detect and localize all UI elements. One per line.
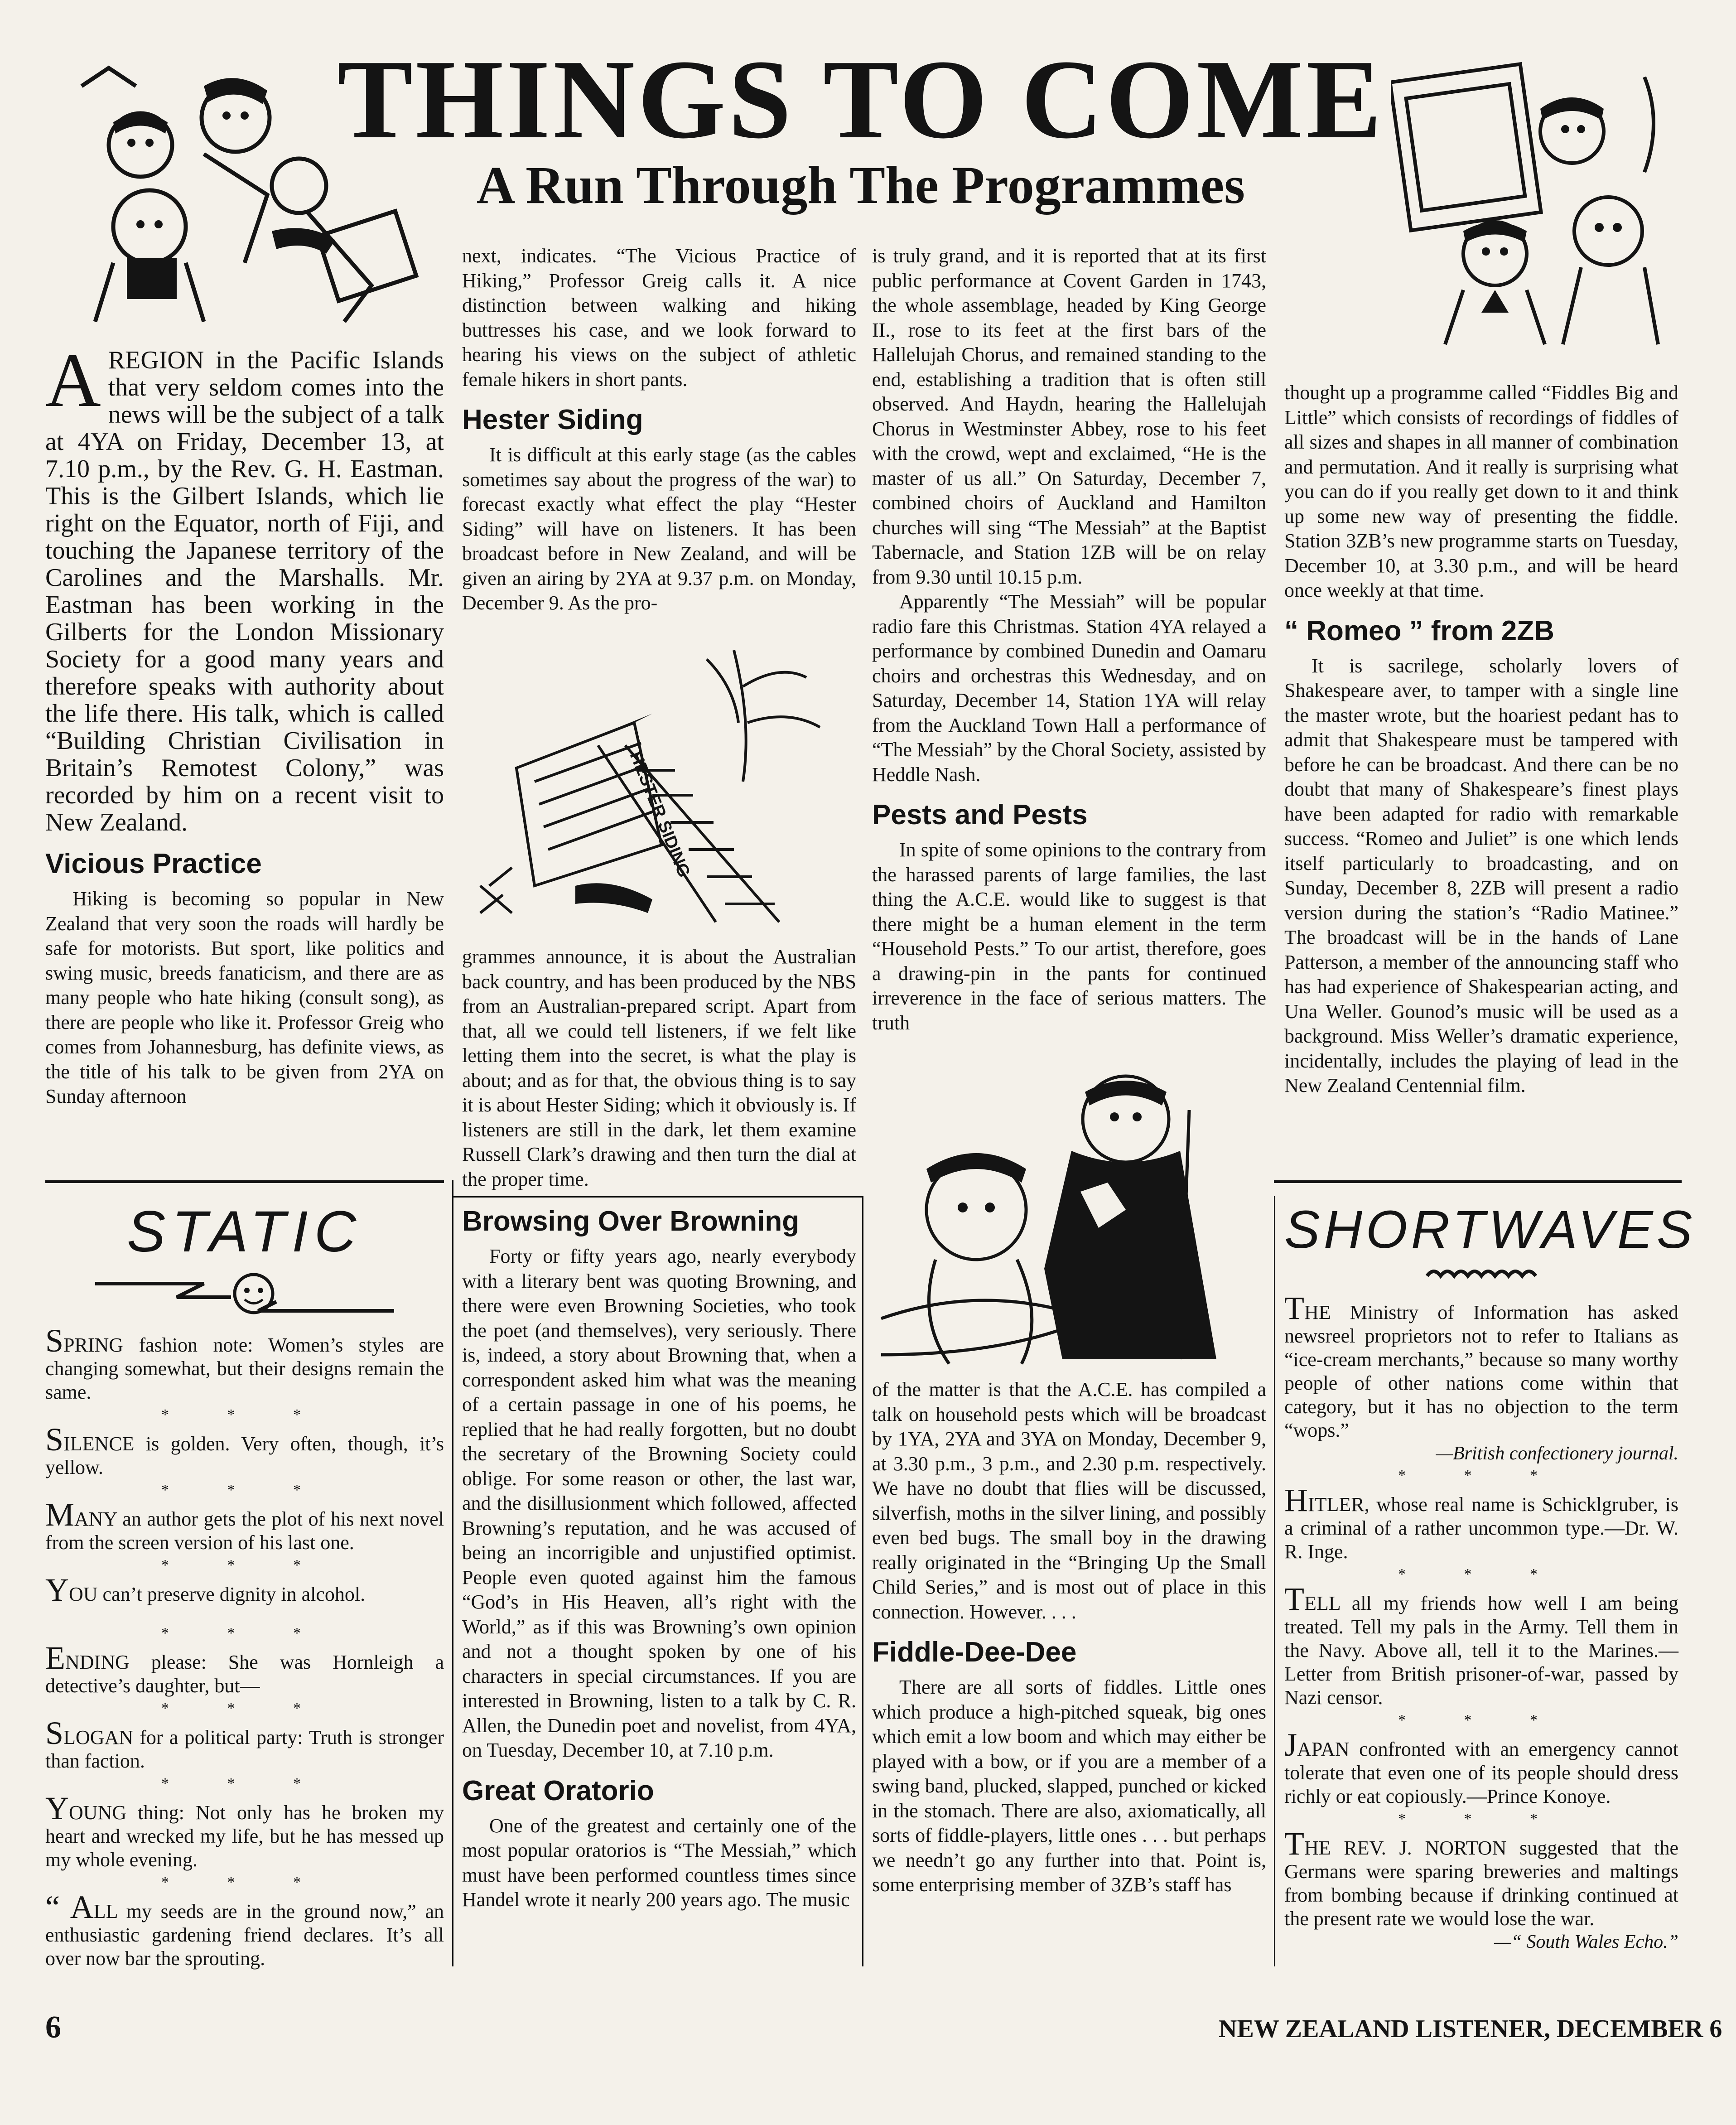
oratorio-text: One of the greatest and certainly one of the most popular oratorios is “The Messiah,” which must have been performed countless times since Handel wrote it nearly 200 years ago. The music [462,1814,856,1911]
vicious-practice-continued: next, indicates. “The Vicious Practice of Hiking,” Professor Greig calls it. A nice distinction between walking and hiking buttresses his case, and we look forward to hearing his views on the subject of athletic female hikers in short pants. [462,245,856,391]
shortwaves-item: TELL all my friends how well I am being treated. Tell my pals in the Army. Tell them in the Navy. Above all, tell it to the Marines.—Letter from British prisoner-of-war, passed by Nazi censor. * * * [1284,1581,1678,1729]
browsing-top-rule [452,1196,862,1198]
drop-cap: A [45,338,101,423]
station-sign: HESTER SIDING [626,749,694,880]
static-item: ENDING please: She was Hornleigh a detective’s daughter, but— * * * [45,1640,444,1717]
column-3-lower [872,1377,1266,1898]
hester-siding-text: It is difficult at this early stage (as the cables sometimes say about the progress of the war) to forecast exactly what effect the play “Hester Siding” will have on listeners. It has been broadcast before in New Zealand, and will be given an airing by 2YA at 9.37 p.m. on Monday, December 9. As the pro- [462,444,856,614]
heading-vicious-practice: Vicious Practice [45,848,262,879]
column-3-upper [872,244,1266,1035]
static-item: SILENCE is golden. Very often, though, it’s yellow. * * * [45,1421,444,1498]
static-item: YOUNG thing: Not only has he broken my heart and wrecked my life, but he has messed up my whole evening. * * * [45,1790,444,1891]
column-2-lower [462,1201,856,1912]
publication-line: NEW ZEALAND LISTENER, DECEMBER 6 [1219,2015,1722,2043]
static-item: SLOGAN for a political party: Truth is stronger than faction. * * * [45,1715,444,1792]
static-item: MANY an author gets the plot of his next novel from the screen version of his last one. * * * [45,1497,444,1574]
column-1 [45,338,444,1109]
page-subtitle: A Run Through The Programmes [476,155,1245,215]
static-item: YOU can’t preserve dignity in alcohol. * * * [45,1572,366,1642]
shortwaves-item: HITLER, whose real name is Schicklgruber, is a criminal of a rather uncommon type.—Dr. W. R. Inge. * * * [1284,1482,1678,1583]
heading-great-oratorio: Great Oratorio [462,1775,654,1806]
column-2-middle [462,945,856,1192]
heading-romeo-from-2zb: “ Romeo ” from 2ZB [1284,615,1554,647]
radio-stars-illustration [1391,59,1672,349]
browsing-text: Forty or fifty years ago, nearly everybody with a literary bent was quoting Browning, and there were even Browning Societies, who took the poet (and themselves), very seriously. There is, indeed, a story about Browning that, when a correspondent asked him what was the meaning of a certain passage in one of his poems, he replied that he had really forgotten, but no doubt the secretary of the Browning Society could oblige. For some reason or other, the last war, and the disillusionment which followed, affected Browning’s reputation, and he was accused of being an incorrigible and unjustified optimist. People even quoted against him the famous “God’s in His Heaven, all’s right with the World,” as if this was Browning’s own opinion and not a thought spoken by one of his characters in special circumstances. If you are interested in Browning, listen to a talk by C. R. Allen, the Dunedin poet and novelist, from 4YA, on Tuesday, December 10, at 7.10 p.m. [462,1245,856,1761]
wave-icon [1423,1265,1540,1283]
shortwaves-top-rule [1274,1180,1682,1183]
oratorio-continued-2: Apparently “The Messiah” will be popular radio fare this Christmas. Station 4YA relayed a performance by combined Dunedin and Oamaru choirs and orchestras this Wednesday, and on Saturday, December 14, Station 1YA will relay from the Auckland Town Hall a performance of “The Messiah” by the Choral Society, assisted by Heddle Nash. [872,590,1266,786]
static-title: STATIC [126,1199,363,1264]
column-4 [1284,381,1678,1098]
fiddle-text: There are all sorts of fiddles. Little ones which produce a high-pitched squeak, big ones which emit a low boom and which may either be played with a bow, or if you are a member of a swing band, plucked, slapped, punched or kicked in the stomach. There are also, axiomatically, all sorts of fiddle-players, little ones . . . but perhaps we needn’t go any further into that. Point is, some enterprising member of 3ZB’s staff has [872,1676,1266,1896]
shortwaves-item: JAPAN confronted with an emergency cannot tolerate that even one of its people should dress richly or eat copiously.—Prince Konoye. * * * [1284,1727,1678,1827]
column-rule-1 [452,1180,453,1966]
lead-text: REGION in the Pacific Islands that very seldom comes into the news will be the subject of a talk at 4YA on Friday, December 13, at 7.10 p.m., by the Rev. G. H. Eastman. This is the Gilbert Islands, which lie right on the Equator, north of Fiji, and touching the Japanese territory of the Carolines and the Marshalls. Mr. Eastman has been working in the Gilberts for the London Missionary Society for a good many years and therefore speaks with authority about the life there. His talk, which is called “Building Christian Civilisation in Britain’s Remotest Colony,” was recorded by him on a recent visit to New Zealand. [45,346,444,836]
shortwaves-item: THE REV. J. NORTON suggested that the Germans were sparing breweries and maltings from bombing because if drinking continued at the present rate we would lose the war. —“ South Wales Echo.” [1284,1826,1678,1952]
hester-siding-illustration [462,632,856,945]
heading-pests-and-pests: Pests and Pests [872,799,1088,831]
romeo-text: It is sacrilege, scholarly lovers of Shakespeare aver, to tamper with a single line the master wrote, but the hoariest pedant has to admit that Shakespeare must be tampered with before he can be broadcast. And there can be no doubt that many of Shakespeare’s finest plays have been adapted for radio with remarkable success. “Romeo and Juliet” is one which lends itself particularly to broadcasting, and on Sunday, December 8, 2ZB will present a radio version during the station’s “Radio Matinee.” The broadcast will be in the hands of Lane Patterson, a member of the announcing staff who has had experience of Shakespearian acting, and Una Weller. Gounod’s music will be used as a background. Miss Weller’s dramatic experience, incidentally, includes the playing of lead in the New Zealand Centennial film. [1284,654,1678,1096]
page-number: 6 [45,2010,61,2045]
static-top-rule [45,1180,444,1183]
heading-browsing-over-browning: Browsing Over Browning [462,1206,800,1237]
oratorio-continued: is truly grand, and it is reported that at its first public performance at Covent Garden in 1743, the whole assemblage, headed by King George II., rose to its feet at the first bars of the Hallelujah Chorus, and remained standing to the end, establishing a tradition that is often still observed. And Haydn, hearing the Hallelujah Chorus in Westminster Abbey, rose to his feet with the crowd, wept and exclaimed, “He is the master of us all.” On Saturday, December 7, combined choirs of Auckland and Hamilton churches will sing “The Messiah” at the Baptist Tabernacle, and Station 1ZB will be on relay from 9.30 until 10.15 p.m. [872,245,1266,588]
column-rule-3 [1274,1196,1275,1966]
shortwaves-item: THE Ministry of Information has asked newsreel proprietors not to refer to Italians as “ice-cream merchants,” because so many worthy people of other nations come within that category, but it has no objection to the term “wops.” —British confectionery journal. * * * [1284,1290,1678,1484]
shortwaves-title: SHORTWAVES [1284,1200,1696,1260]
fiddle-continued: thought up a programme called “Fiddles Big and Little” which consists of recordings of fiddles of all sizes and shapes in all manner of combination and permutation. And it really is surprising what you can do if you really get down to it and think up some new way of presenting the fiddle. Station 3ZB’s new programme starts on Tuesday, December 10, at 3.30 p.m., and will be heard once weekly at that time. [1284,382,1678,601]
heading-fiddle-dee-dee: Fiddle-Dee-Dee [872,1637,1077,1668]
static-item: “ ALL my seeds are in the ground now,” an enthusiastic gardening friend declares. It’s all over now bar the sprouting. [45,1889,444,1970]
column-2-upper [462,244,856,616]
static-item: SPRING fashion note: Women’s styles are changing somewhat, but their designs remain the same. * * * [45,1323,444,1423]
lead-paragraph [45,338,444,836]
hester-siding-continued: grammes announce, it is about the Australian back country, and has been produced by the NBS from an Australian-prepared script. Apart from that, all we could tell listeners, if we felt like letting them into the secret, is what the play is about; and as for that, the obvious thing is to say it is about Hester Siding; which it obviously is. If listeners are still in the dark, let them examine Russell Clark’s drawing and then turn the dial at the proper time. [462,946,856,1190]
static-box [45,1194,444,1970]
page-title: THINGS TO COME [337,37,1384,162]
pests-continued: of the matter is that the A.C.E. has compiled a talk on household pests which will be broadcast by 1YA, 2YA and 3YA on Monday, December 9, at 3.30 p.m., 3 p.m., and 2.30 p.m. respectively. We have no doubt that flies will be discussed, silverfish, moths in the silver lining, and possibly even bed bugs. The small boy in the drawing really originated in the “Bringing Up the Small Child Series,” and is most out of place in this connection. However. . . . [872,1378,1266,1623]
pests-text: In spite of some opinions to the contrary from the harassed parents of large families, the last thing the A.C.E. would like to suggest is that there might be a human element in the term “Household Pests.” To our artist, therefore, goes a drawing-pin in the pants for continued irreverence in the face of serious matters. The truth [872,839,1266,1034]
heading-hester-siding: Hester Siding [462,404,643,435]
column-rule-2 [862,1196,863,1966]
static-zigzag-face-icon [86,1265,403,1320]
shortwaves-box [1284,1194,1696,1953]
vicious-practice-text: Hiking is becoming so popular in New Zealand that very soon the roads will hardly be safe for motorists. But sport, like politics and swing music, breeds fanaticism, and there are as many people who hate hiking (consult song), as there are people who like it. Professor Greig who comes from Johannesburg, has definite views, as the title of his talk to be given from 2YA on Sunday afternoon [45,888,444,1107]
pests-illustration [872,1065,1266,1377]
band-illustration [54,50,430,326]
